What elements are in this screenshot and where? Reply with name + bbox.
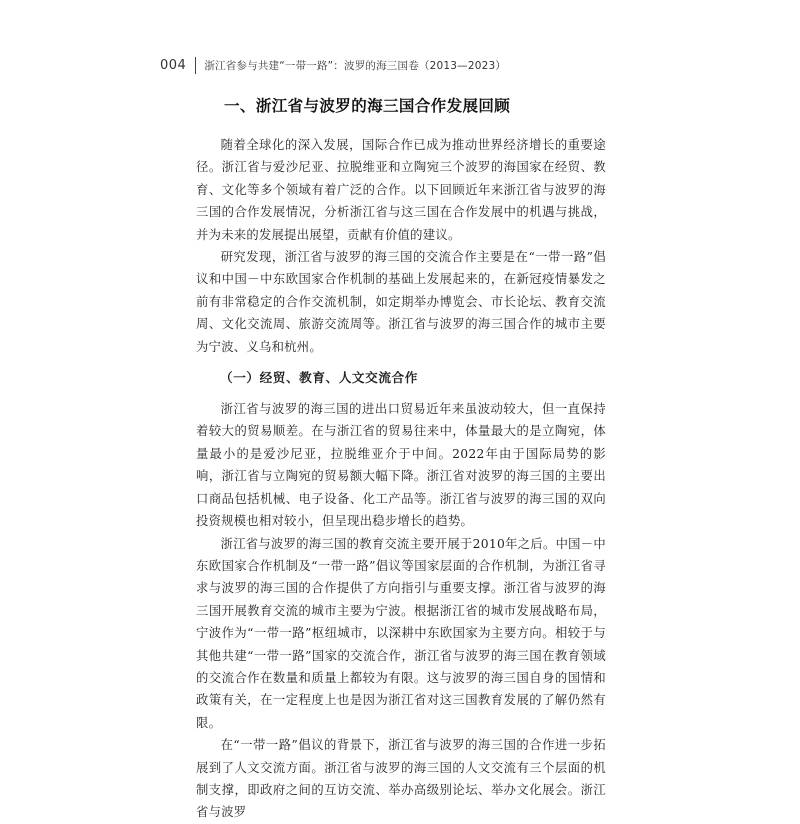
- paragraph: 在“一带一路”倡议的背景下，浙江省与波罗的海三国的合作进一步拓展到了人文交流方面。浙江省与波罗的海三国的人文交流有三个层面的机制支撑，即政府之间的互访交流、举办高级别论坛、举办文化展会。浙江省与波罗: [196, 738, 606, 820]
- paragraph: 随着全球化的深入发展，国际合作已成为推动世界经济增长的重要途径。浙江省与爱沙尼亚、拉脱维亚和立陶宛三个波罗的海国家在经贸、教育、文化等多个领域有着广泛的合作。以下回顾近年来浙江省与波罗的海三国的合作发展情况，分析浙江省与这三国在合作发展中的机遇与挑战，并为未来的发展提出展望，贡献有价值的建议。: [196, 138, 606, 242]
- body-text: [196, 96, 606, 824]
- paragraph: 浙江省与波罗的海三国的进出口贸易近年来虽波动较大，但一直保持着较大的贸易顺差。在与浙江省的贸易往来中，体量最大的是立陶宛，体量最小的是爱沙尼亚，拉脱维亚介于中间。2022年由于国际局势的影响，浙江省与立陶宛的贸易额大幅下降。浙江省对波罗的海三国的主要出口商品包括机械、电子设备、化工产品等。浙江省与波罗的海三国的双向投资规模也相对较小，但呈现出稳步增长的趋势。: [196, 402, 606, 529]
- running-header: [160, 56, 506, 74]
- paragraph: 浙江省与波罗的海三国的教育交流主要开展于2010年之后。中国－中东欧国家合作机制及“一带一路”倡议等国家层面的合作机制，为浙江省寻求与波罗的海三国的合作提供了方向指引与重要支撑。浙江省与波罗的海三国开展教育交流的城市主要为宁波。根据浙江省的城市发展战略布局，宁波作为“一带一路”枢纽城市，以深耕中东欧国家为主要方向。相较于与其他共建“一带一路”国家的交流合作，浙江省与波罗的海三国在教育领域的交流合作在数量和质量上都较为有限。这与波罗的海三国自身的国情和政策有关，在一定程度上也是因为浙江省对这三国教育发展的了解仍然有限。: [196, 536, 606, 730]
- subsection-title: （一）经贸、教育、人文交流合作: [220, 370, 418, 386]
- book-title: 浙江省参与共建“一带一路”：波罗的海三国卷（2013—2023）: [204, 59, 507, 72]
- header-divider: [195, 57, 196, 74]
- paragraph: 研究发现，浙江省与波罗的海三国的交流合作主要是在“一带一路”倡议和中国－中东欧国家合作机制的基础上发展起来的，在新冠疫情暴发之前有非常稳定的合作交流机制，如定期举办博览会、市长论坛、教育交流周、文化交流周、旅游交流周等。浙江省与波罗的海三国合作的城市主要为宁波、义乌和杭州。: [196, 250, 606, 354]
- section-title: 一、浙江省与波罗的海三国合作发展回顾: [224, 97, 511, 115]
- page-number: 004: [160, 57, 187, 73]
